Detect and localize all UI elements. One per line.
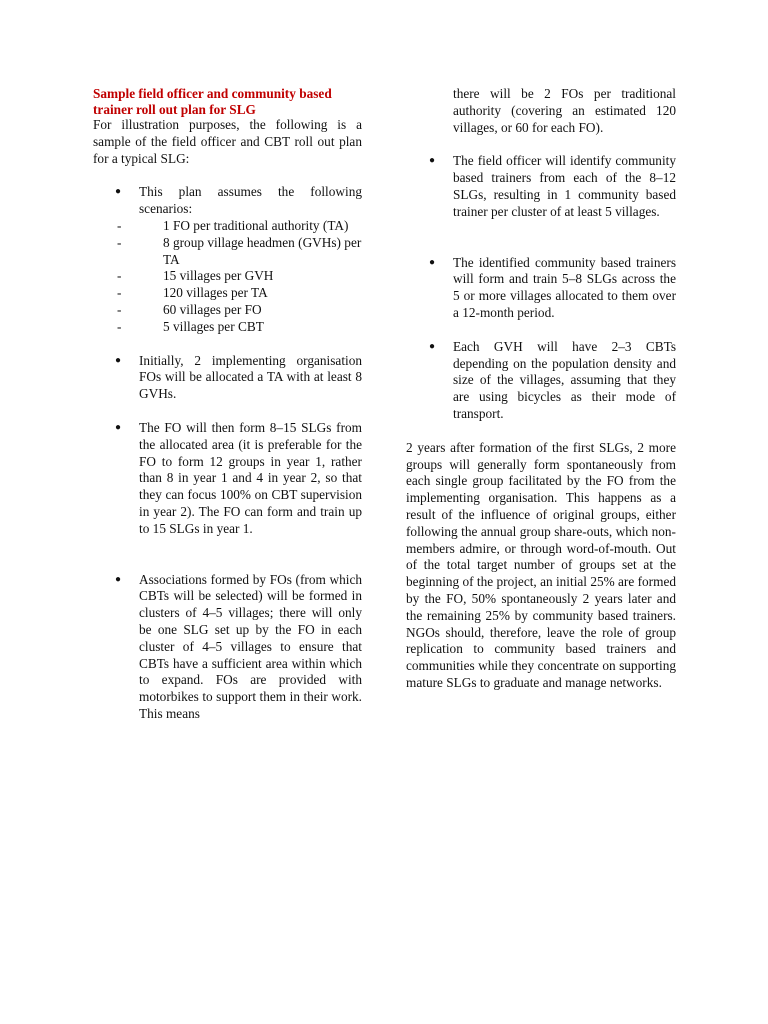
bullet-icon: ● bbox=[115, 186, 122, 198]
dash-icon: - bbox=[117, 285, 122, 301]
sub-item-text: 120 villages per TA bbox=[163, 285, 268, 301]
list-item bbox=[406, 153, 676, 220]
dash-icon: - bbox=[117, 268, 122, 284]
right-column bbox=[406, 86, 676, 692]
list-item bbox=[406, 339, 676, 423]
sub-list-item bbox=[93, 218, 362, 235]
bullet-icon: ● bbox=[115, 354, 122, 366]
list-item-text: Each GVH will have 2–3 CBTs depending on the population density and size of the villages, assuming that they are using bicycles as their mode of transport. bbox=[453, 338, 676, 421]
section-heading: Sample field officer and community based trainer roll out plan for SLG bbox=[93, 86, 332, 117]
sub-list-item bbox=[93, 235, 362, 269]
dash-icon: - bbox=[117, 318, 122, 334]
left-bullet-list bbox=[93, 184, 362, 722]
bullet-icon: ● bbox=[429, 155, 436, 167]
right-bullet-list bbox=[406, 153, 676, 422]
bullet-icon: ● bbox=[429, 256, 436, 268]
dash-icon: - bbox=[117, 217, 122, 233]
bullet-icon: ● bbox=[115, 573, 122, 585]
list-item-text: The FO will then form 8–15 SLGs from the allocated area (it is preferable for the FO to form 12 groups in year 1, rather than 8 in year 1 and 4 in year 2, so that they can focus 100% on CBT supervision in year 2). The FO can form and train up to 15 SLGs in year 1. bbox=[139, 419, 362, 536]
intro-paragraph: For illustration purposes, the following is a sample of the field officer and CBT roll out plan for a typical SLG: bbox=[93, 117, 362, 166]
list-item bbox=[93, 184, 362, 335]
sub-list-item bbox=[93, 268, 362, 285]
left-column bbox=[93, 86, 362, 723]
sub-item-text: 60 villages per FO bbox=[163, 301, 262, 317]
sub-item-text: 5 villages per CBT bbox=[163, 318, 264, 334]
sub-list-item bbox=[93, 319, 362, 336]
bullet-continuation: there will be 2 FOs per traditional authority (covering an estimated 120 villages, or 60 for each FO). bbox=[453, 86, 676, 135]
sub-list-item bbox=[93, 302, 362, 319]
dash-icon: - bbox=[117, 301, 122, 317]
sub-item-text: 1 FO per traditional authority (TA) bbox=[163, 217, 349, 233]
list-item-text: The field officer will identify community based trainers from each of the 8–12 SLGs, resulting in 1 community based trainer per cluster of at least 5 villages. bbox=[453, 153, 676, 219]
bullet-icon: ● bbox=[429, 340, 436, 352]
list-item-text: The identified community based trainers will form and train 5–8 SLGs across the 5 or more villages allocated to them over a 12-month period. bbox=[453, 254, 676, 320]
summary-paragraph: 2 years after formation of the first SLGs, 2 more groups will generally form spontaneously from each single group facilitated by the FO from the implementing organisation. This happens as a result of the influence of original groups, either following the annual group share-outs, which non-members admire, or through word-of-mouth. Out of the total target number of groups set at the beginning of the project, an initial 25% are formed by the FO, 50% spontaneously 2 years later and the remaining 25% by community based trainers. NGOs should, therefore, leave the role of group replication to community based trainers and communities while they concentrate on supporting mature SLGs to graduate and manage networks. bbox=[406, 439, 676, 690]
list-item-text: Associations formed by FOs (from which CBTs will be selected) will be formed in clusters of 4–5 villages; there will only be one SLG set up by the FO in each cluster of 4–5 villages to ensure that CBTs have a sufficient area within which to expand. FOs are provided with motorbikes to support them in their work. This means bbox=[139, 571, 362, 721]
list-item bbox=[93, 353, 362, 403]
list-item-text: This plan assumes the following scenarios: bbox=[139, 184, 362, 217]
dash-icon: - bbox=[117, 234, 122, 250]
list-item-text: Initially, 2 implementing organisation FOs will be allocated a TA with at least 8 GVHs. bbox=[139, 352, 362, 402]
bullet-icon: ● bbox=[115, 421, 122, 433]
sub-list-item bbox=[93, 285, 362, 302]
sub-item-text: 15 villages per GVH bbox=[163, 268, 274, 284]
list-item bbox=[93, 420, 362, 538]
sub-item-text: 8 group village headmen (GVHs) per TA bbox=[163, 234, 362, 267]
scenario-sub-list bbox=[93, 218, 362, 336]
list-item bbox=[93, 572, 362, 723]
list-item bbox=[406, 255, 676, 322]
